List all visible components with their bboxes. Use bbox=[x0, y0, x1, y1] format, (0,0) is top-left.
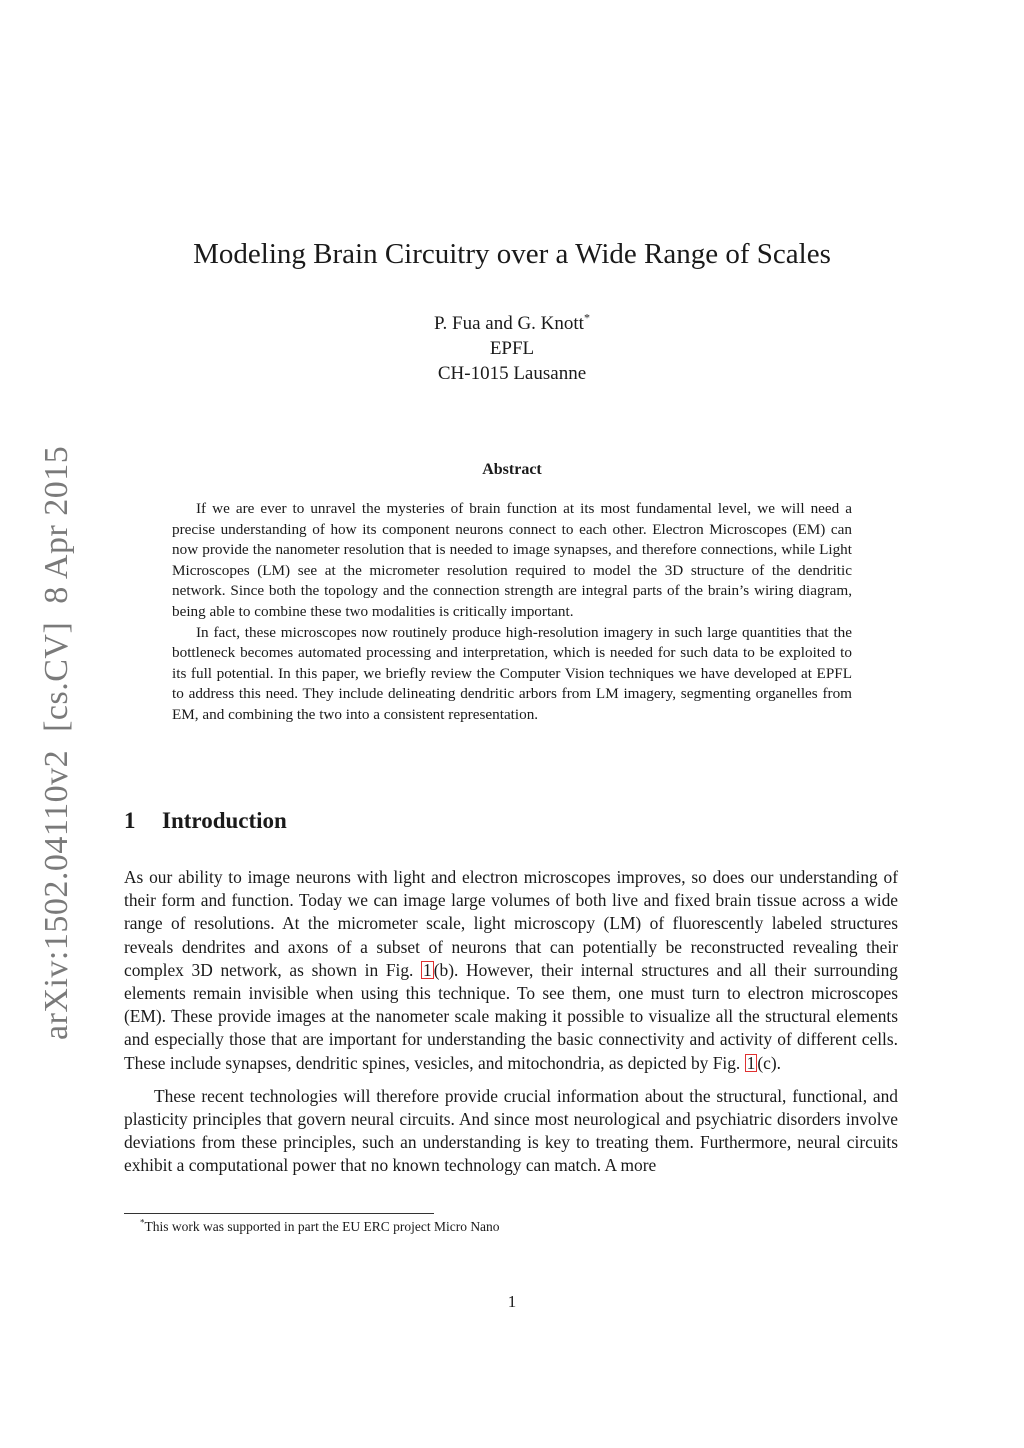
author-names bbox=[0, 311, 1024, 336]
figure-reference-link[interactable]: 1 bbox=[746, 1052, 756, 1073]
section-title: Introduction bbox=[162, 808, 287, 833]
abstract-body bbox=[172, 499, 852, 726]
figure-reference-link[interactable]: 1 bbox=[423, 959, 432, 980]
body-paragraph-1-part-a: As our ability to image neurons with light and electron microscopes improves, so does our understanding of their form and function. Today we can image large volumes of both live and fixed brain tissue across a wide range of resolutions. At the micrometer scale, light microscopy (LM) of fluorescently labeled structures reveals dendrites and axons of a subset of neurons that can potentially be reconstructed revealing their complex 3D network, as shown in Fig. bbox=[124, 867, 898, 980]
author-footnote-mark[interactable]: * bbox=[583, 310, 590, 325]
author-address: CH-1015 Lausanne bbox=[437, 363, 587, 384]
section-heading-introduction bbox=[124, 808, 287, 834]
footnote-text: This work was supported in part the EU ERC project Micro Nano bbox=[144, 1219, 500, 1234]
section-number: 1 bbox=[124, 808, 136, 833]
body-paragraph-1 bbox=[124, 866, 898, 1075]
introduction-body bbox=[124, 866, 898, 1188]
author-block bbox=[0, 311, 1024, 386]
paper-title: Modeling Brain Circuitry over a Wide Range of Scales bbox=[193, 238, 831, 270]
author-names-text: P. Fua and G. Knott bbox=[434, 313, 584, 334]
footnote-divider bbox=[124, 1213, 434, 1214]
abstract-paragraph-2: In fact, these microscopes now routinely produce high-resolution imagery in such large quantities that the bottleneck becomes automated processing and interpretation, which is needed for such data to be exploited to its full potential. In this paper, we briefly review the Computer Vision techniques we have developed at EPFL to address this need. They include delineating dendritic arbors from LM imagery, segmenting organelles from EM, and combining the two into a consistent representation. bbox=[172, 623, 852, 723]
page-number: 1 bbox=[507, 1292, 517, 1311]
footnote bbox=[140, 1219, 500, 1235]
abstract-heading: Abstract bbox=[482, 461, 542, 478]
abstract-paragraph-1: If we are ever to unravel the mysteries of brain function at its most fundamental level, we will need a precise understanding of how its component neurons connect to each other. Electron Microscopes (EM) can now provide the nanometer resolution that is needed to image synapses, and therefore connections, while Light Microscopes (LM) see at the micrometer resolution required to model the 3D structure of the dendritic network. Since both the topology and the connection strength are integral parts of the brain’s wiring diagram, being able to combine these two modalities is critically important. bbox=[172, 500, 852, 620]
arxiv-identifier-stamp: arXiv:1502.04110v2 [cs.CV] 8 Apr 2015 bbox=[38, 445, 75, 1040]
body-paragraph-1-part-c: (c). bbox=[757, 1052, 781, 1073]
body-paragraph-1-part-b: (b). However, their internal structures and all their surrounding elements remain invisible when using this technique. To see them, one must turn to electron microscopes (EM). These provide images at the nanometer scale making it possible to visualize all the structural elements and especially those that are important for understanding the basic connectivity and activity of different cells. These include synapses, dendritic spines, vesicles, and mitochondria, as depicted by Fig. bbox=[124, 959, 898, 1073]
body-paragraph-2: These recent technologies will therefore provide crucial information about the structural, functional, and plasticity principles that govern neural circuits. And since most neurological and psychiatric disorders involve deviations from these principles, such an understanding is key to treating them. Furthermore, neural circuits exhibit a computational power that no known technology can match. A more bbox=[124, 1085, 898, 1176]
author-affiliation: EPFL bbox=[489, 338, 535, 359]
footnote-mark: * bbox=[140, 1217, 145, 1228]
